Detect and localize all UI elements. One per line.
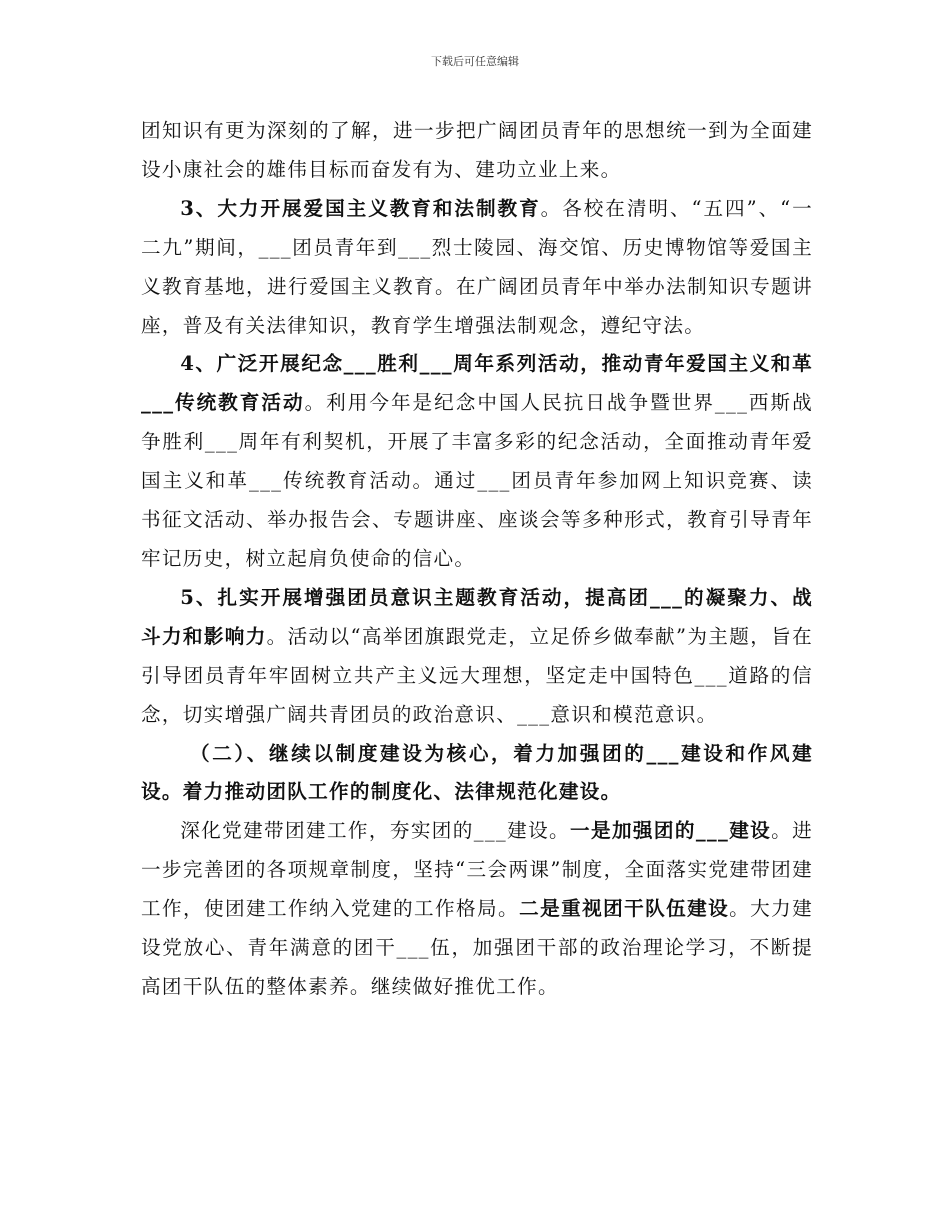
paragraph-patriotic-education	[141, 190, 813, 346]
paragraph-text: 。进一步完善团的各项规章制度，坚持“三会两课”制度，全面落实党建带团建工作，使团建工作纳入党建的工作格局。	[141, 819, 813, 921]
page-header: 下载后可任意编辑	[431, 55, 519, 68]
paragraph-emphasis: 一是加强团的___建设	[570, 819, 772, 843]
paragraph-heading: 3、大力开展爱国主义教育和法制教育	[180, 196, 541, 220]
paragraph-party-building	[141, 812, 813, 1007]
paragraph-text: 。利用今年是纪念中国人民抗日战争暨世界___西斯战争胜利___周年有利契机，开展了丰富多彩的纪念活动，全面推动青年爱国主义和革___传统教育活动。通过___团员青年参加网上知识竞赛、读书征文活动、举办报告会、专题讲座、座谈会等多种形式，教育引导青年牢记历史，树立起肩负使命的信心。	[141, 391, 813, 570]
paragraph-member-awareness	[141, 579, 813, 735]
paragraph-commemoration	[141, 345, 813, 578]
document-body	[141, 112, 813, 1007]
paragraph-text: 深化党建带团建工作，夯实团的___建设。	[180, 819, 571, 843]
paragraph-text: 。各校在清明、“五四”、“一二九”期间，___团员青年到___烈士陵园、海交馆、历史博物馆等爱国主义教育基地，进行爱国主义教育。在广阔团员青年中举办法制知识专题讲座，普及有关法律知识，教育学生增强法制观念，遵纪守法。	[141, 196, 813, 337]
paragraph-text: 团知识有更为深刻的了解，进一步把广阔团员青年的思想统一到为全面建设小康社会的雄伟目标而奋发有为、建功立业上来。	[141, 119, 813, 181]
paragraph-continuation	[141, 112, 813, 190]
paragraph-heading: 4、广泛开展纪念___胜利___周年系列活动，推动青年爱国主义和革___传统教育活动	[141, 352, 813, 415]
paragraph-emphasis: 二是重视团干队伍建设	[519, 897, 730, 921]
paragraph-text: 。大力建设党放心、青年满意的团干___伍，加强团干部的政治理论学习，不断提高团干队伍的整体素养。继续做好推优工作。	[141, 897, 813, 998]
section-heading: （二）、继续以制度建设为核心，着力加强团的___建设和作风建设。着力推动团队工作的制度化、法律规范化建设。	[141, 741, 813, 804]
paragraph-text: 。活动以“高举团旗跟党走，立足侨乡做奉献”为主题，旨在引导团员青年牢固树立共产主义远大理想，坚定走中国特色___道路的信念，切实增强广阔共青团员的政治意识、___意识和模范意识。	[141, 624, 813, 726]
paragraph-heading: 5、扎实开展增强团员意识主题教育活动，提高团___的凝聚力、战斗力和影响力	[141, 585, 813, 648]
